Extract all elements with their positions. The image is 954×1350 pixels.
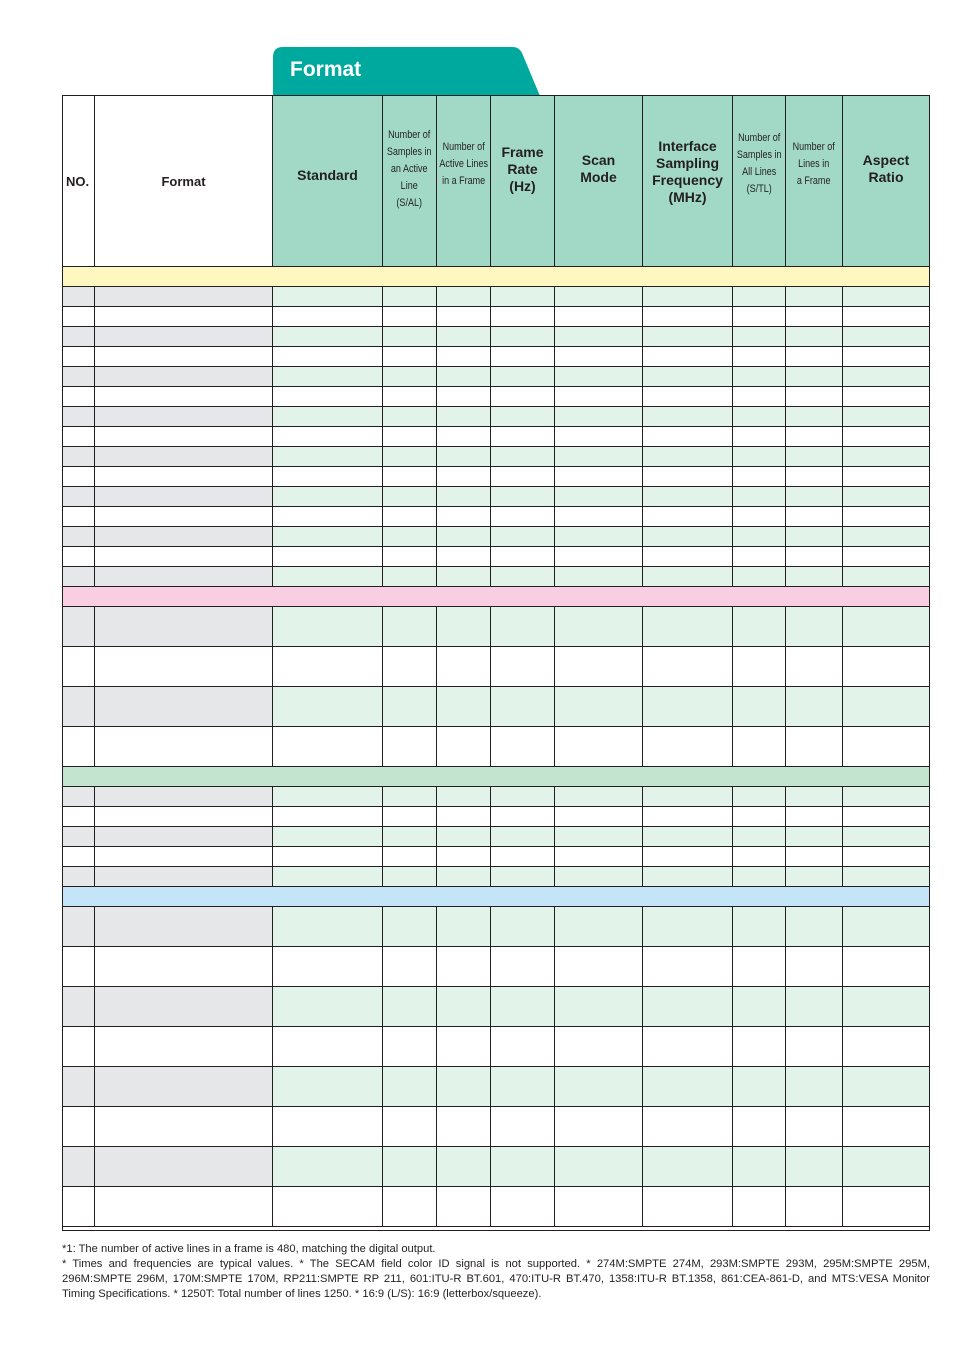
format-table xyxy=(62,95,930,1231)
table-row xyxy=(63,847,929,867)
header-label-line: Frame xyxy=(501,143,544,160)
header-label xyxy=(732,130,786,198)
table-row xyxy=(63,547,929,567)
table-row xyxy=(63,647,929,687)
table-row xyxy=(63,287,929,307)
header-label-line: Line xyxy=(400,179,419,192)
header-label-line: Number of xyxy=(388,128,431,141)
header-label-line: Samples in xyxy=(736,149,782,161)
table-row xyxy=(63,1107,929,1147)
header-label-line: Samples in xyxy=(387,145,432,158)
table-row xyxy=(63,367,929,387)
table-row xyxy=(63,327,929,347)
table-row xyxy=(63,347,929,367)
header-stl xyxy=(733,96,786,267)
table-row xyxy=(63,387,929,407)
header-label-line: Ratio xyxy=(868,169,904,185)
header-label-line: Interface xyxy=(658,138,717,154)
header-label-line: Number of xyxy=(442,140,485,153)
header-label-line: Sampling xyxy=(655,155,719,171)
table-row xyxy=(63,807,929,827)
footnote-2: * Times and frequencies are typical values. * The SECAM field color ID signal is not supported. * 274M:SMPTE 274M, 293M:SMPTE 293M, 295M:SMPTE 295M, 296M:SMPTE 296M, 170M:SMPTE 170M, RP211:SMPTE RP 211, 601:ITU-R BT.601, 470:ITU-R BT.470, 1358:ITU-R BT.1358, 861:CEA-861-D, and MTS:VESA Monitor Timing Specifications. * 1250T: Total number of lines 1250. * 16:9 (L/S): 16:9 (letterbox/squeeze). xyxy=(62,1258,930,1300)
header-label-line: (Hz) xyxy=(509,177,536,194)
header-sampling-freq xyxy=(643,96,733,267)
table-row xyxy=(63,727,929,767)
section-band xyxy=(63,767,929,787)
header-label-line: All Lines xyxy=(741,166,777,178)
header-label-line: a Frame xyxy=(797,174,831,187)
header-lines-frame xyxy=(786,96,843,267)
header-sal xyxy=(383,96,437,267)
table-row xyxy=(63,607,929,647)
table-row xyxy=(63,1147,929,1187)
header-label-line: Active Lines xyxy=(439,157,488,170)
header-format: Format xyxy=(95,96,273,267)
table-row xyxy=(63,827,929,847)
table-row xyxy=(63,867,929,887)
header-label xyxy=(434,139,493,190)
header-label xyxy=(580,152,617,186)
format-tab xyxy=(273,47,540,96)
header-label xyxy=(788,139,839,190)
table-row xyxy=(63,427,929,447)
header-label-line: Mode xyxy=(580,169,617,185)
table-row xyxy=(63,1187,929,1227)
header-label-line: (MHz) xyxy=(668,189,707,205)
table-row xyxy=(63,507,929,527)
header-label-line: (S/TL) xyxy=(746,183,772,195)
table-row xyxy=(63,407,929,427)
table-row xyxy=(63,987,929,1027)
footnotes xyxy=(62,1242,930,1302)
table-row xyxy=(63,467,929,487)
tab-label: Format xyxy=(290,58,362,81)
header-row xyxy=(63,96,929,267)
footnote-1: *1: The number of active lines in a frame is 480, matching the digital output. xyxy=(62,1243,436,1255)
header-standard xyxy=(273,96,383,267)
table-row xyxy=(63,487,929,507)
header-label-line: an Active xyxy=(391,162,428,175)
header-no: NO. xyxy=(63,96,95,267)
header-label-line: Frequency xyxy=(652,172,723,188)
header-label xyxy=(297,167,358,184)
header-label xyxy=(863,152,910,186)
section-band xyxy=(63,267,929,287)
header-label-line: Number of xyxy=(737,132,781,144)
header-frame-rate xyxy=(491,96,555,267)
header-label xyxy=(501,144,543,195)
section-band xyxy=(63,587,929,607)
header-aspect xyxy=(843,96,929,267)
header-label-line: Standard xyxy=(297,166,358,183)
header-label xyxy=(382,127,436,212)
header-label-line: Scan xyxy=(581,152,616,168)
section-band xyxy=(63,887,929,907)
table-row xyxy=(63,1067,929,1107)
table-row xyxy=(63,907,929,947)
table-row xyxy=(63,687,929,727)
table-row xyxy=(63,787,929,807)
table-row xyxy=(63,947,929,987)
table-row xyxy=(63,527,929,547)
header-label-line: in a Frame xyxy=(441,174,486,187)
header-label-line: Aspect xyxy=(862,152,910,168)
header-label-line: Rate xyxy=(507,160,538,177)
header-label-line: (S/AL) xyxy=(396,196,423,209)
table-row xyxy=(63,307,929,327)
header-scan-mode xyxy=(555,96,643,267)
header-label xyxy=(652,138,723,206)
table-row xyxy=(63,567,929,587)
table-row xyxy=(63,447,929,467)
header-label-line: Lines in xyxy=(798,157,830,170)
header-active-lines xyxy=(437,96,491,267)
table-row xyxy=(63,1027,929,1067)
header-label-line: Number of xyxy=(792,140,836,153)
